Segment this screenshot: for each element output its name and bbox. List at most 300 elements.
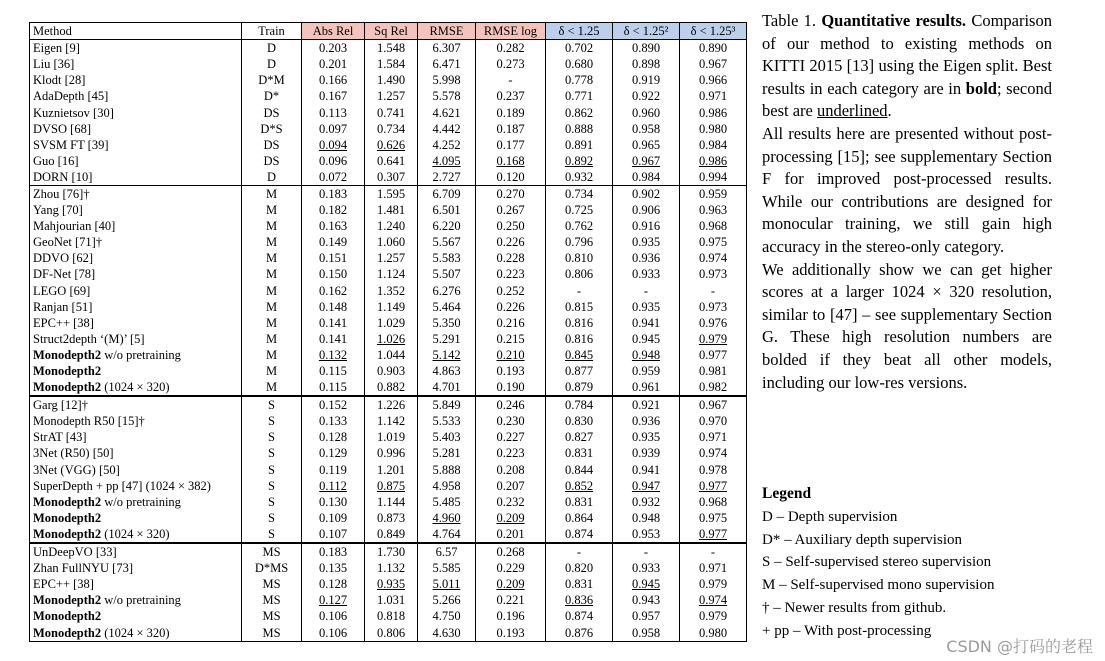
cell-delta-1: 0.820 [546, 560, 613, 576]
cell-delta-1: 0.830 [546, 413, 613, 429]
table-row [30, 510, 747, 526]
cell-rmse-log: 0.226 [476, 299, 546, 315]
cell-delta-3: 0.967 [680, 396, 747, 413]
cell-rmse-log: 0.189 [476, 104, 546, 120]
cell-method [30, 510, 242, 526]
cell-sq-rel: 0.875 [365, 478, 418, 494]
cell-delta-1: - [546, 543, 613, 560]
cell-method: Ranjan [51] [30, 299, 242, 315]
cell-abs-rel: 0.183 [302, 543, 365, 560]
cell-train: M [242, 379, 302, 396]
table-row [30, 445, 747, 461]
cell-abs-rel: 0.141 [302, 331, 365, 347]
cell-rmse: 5.403 [418, 429, 476, 445]
cell-delta-2: 0.932 [613, 494, 680, 510]
cell-delta-2: 0.943 [613, 592, 680, 608]
cell-rmse: 5.567 [418, 234, 476, 250]
cell-method: Monodepth R50 [15]† [30, 413, 242, 429]
cell-method [30, 363, 242, 379]
table-row [30, 169, 747, 186]
cell-delta-1: 0.874 [546, 526, 613, 543]
cell-delta-1: 0.891 [546, 137, 613, 153]
cell-train: S [242, 462, 302, 478]
cell-train: MS [242, 543, 302, 560]
table-row [30, 218, 747, 234]
cell-method [30, 624, 242, 641]
cell-delta-3: 0.971 [680, 429, 747, 445]
cell-sq-rel: 0.849 [365, 526, 418, 543]
cell-delta-2: 0.890 [613, 40, 680, 57]
cell-delta-2: 0.936 [613, 250, 680, 266]
header-rmse: RMSE [418, 23, 476, 40]
legend-item: D* – Auxiliary depth supervision [762, 531, 962, 548]
cell-train: M [242, 363, 302, 379]
cell-train: M [242, 185, 302, 202]
cell-rmse-log: 0.223 [476, 266, 546, 282]
method-suffix: (1024 × 320) [101, 380, 170, 395]
cell-rmse: 5.011 [418, 576, 476, 592]
cell-delta-1: 0.831 [546, 494, 613, 510]
cell-train: M [242, 331, 302, 347]
cell-method: 3Net (R50) [50] [30, 445, 242, 461]
cell-rmse-log: 0.209 [476, 576, 546, 592]
cell-rmse-log: - [476, 72, 546, 88]
table-row [30, 121, 747, 137]
cell-delta-3: 0.890 [680, 40, 747, 57]
cell-method: LEGO [69] [30, 283, 242, 299]
cell-abs-rel: 0.149 [302, 234, 365, 250]
cell-sq-rel: 1.240 [365, 218, 418, 234]
cell-delta-1: 0.816 [546, 315, 613, 331]
cell-delta-3: 0.976 [680, 315, 747, 331]
cell-abs-rel: 0.127 [302, 592, 365, 608]
cell-rmse-log: 0.246 [476, 396, 546, 413]
cell-train: M [242, 218, 302, 234]
table-row [30, 624, 747, 641]
cell-delta-1: 0.771 [546, 88, 613, 104]
table-row [30, 250, 747, 266]
cell-delta-3: 0.979 [680, 608, 747, 624]
cell-rmse-log: 0.268 [476, 543, 546, 560]
cell-abs-rel: 0.151 [302, 250, 365, 266]
cell-rmse-log: 0.232 [476, 494, 546, 510]
cell-delta-2: - [613, 283, 680, 299]
cell-method: SuperDepth + pp [47] (1024 × 382) [30, 478, 242, 494]
cell-rmse: 5.533 [418, 413, 476, 429]
cell-delta-2: 0.921 [613, 396, 680, 413]
header-delta-2: δ < 1.25² [613, 23, 680, 40]
cell-delta-2: 0.959 [613, 363, 680, 379]
cell-abs-rel: 0.106 [302, 624, 365, 641]
cell-sq-rel: 1.257 [365, 88, 418, 104]
method-suffix: (1024 × 320) [101, 526, 170, 541]
cell-delta-3: 0.967 [680, 56, 747, 72]
method-name: Monodepth2 [33, 593, 102, 608]
legend-item: S – Self-supervised stereo supervision [762, 554, 992, 571]
table-row [30, 413, 747, 429]
cell-sq-rel: 1.019 [365, 429, 418, 445]
cell-delta-1: 0.888 [546, 121, 613, 137]
table-row [30, 494, 747, 510]
results-table [29, 22, 747, 642]
cell-method: Zhan FullNYU [73] [30, 560, 242, 576]
cell-method: Klodt [28] [30, 72, 242, 88]
cell-delta-2: 0.948 [613, 347, 680, 363]
cell-rmse-log: 0.223 [476, 445, 546, 461]
cell-delta-3: 0.980 [680, 121, 747, 137]
cell-sq-rel: 1.029 [365, 315, 418, 331]
cell-delta-3: 0.973 [680, 299, 747, 315]
cell-sq-rel: 0.996 [365, 445, 418, 461]
caption-text: Comparison of our method to existing methods on KITTI 2015 [13] using the Eigen split. Best results in each category are in [762, 11, 1052, 98]
cell-delta-2: 0.945 [613, 331, 680, 347]
cell-delta-1: 0.816 [546, 331, 613, 347]
cell-sq-rel: 0.873 [365, 510, 418, 526]
cell-delta-3: 0.974 [680, 445, 747, 461]
cell-delta-2: 0.941 [613, 315, 680, 331]
table-row [30, 137, 747, 153]
caption-paragraph-1 [762, 10, 1052, 123]
cell-method: Garg [12]† [30, 396, 242, 413]
cell-delta-3: 0.994 [680, 169, 747, 186]
cell-method: SVSM FT [39] [30, 137, 242, 153]
cell-rmse-log: 0.228 [476, 250, 546, 266]
cell-abs-rel: 0.115 [302, 379, 365, 396]
cell-method: Yang [70] [30, 202, 242, 218]
cell-rmse: 5.888 [418, 462, 476, 478]
table-row [30, 526, 747, 543]
header-sq-rel: Sq Rel [365, 23, 418, 40]
cell-rmse: 5.507 [418, 266, 476, 282]
cell-train: MS [242, 624, 302, 641]
cell-delta-1: 0.831 [546, 445, 613, 461]
caption-text: ; second best are [762, 78, 1052, 121]
table-row [30, 202, 747, 218]
cell-delta-2: 0.935 [613, 429, 680, 445]
cell-delta-2: 0.960 [613, 104, 680, 120]
cell-train: M [242, 202, 302, 218]
legend [762, 483, 1062, 643]
cell-delta-1: 0.734 [546, 185, 613, 202]
cell-delta-1: 0.815 [546, 299, 613, 315]
table-header-row [30, 23, 747, 40]
cell-train: S [242, 510, 302, 526]
cell-train: D [242, 169, 302, 186]
cell-delta-1: 0.877 [546, 363, 613, 379]
cell-delta-1: 0.778 [546, 72, 613, 88]
cell-delta-3: 0.975 [680, 510, 747, 526]
cell-rmse-log: 0.229 [476, 560, 546, 576]
cell-rmse: 5.485 [418, 494, 476, 510]
table-row [30, 396, 747, 413]
cell-sq-rel: 1.584 [365, 56, 418, 72]
cell-train: MS [242, 576, 302, 592]
table-row [30, 560, 747, 576]
cell-delta-3: 0.968 [680, 218, 747, 234]
legend-item: + pp – With post-processing [762, 622, 932, 639]
cell-delta-2: 0.906 [613, 202, 680, 218]
cell-rmse: 5.350 [418, 315, 476, 331]
cell-sq-rel: 0.903 [365, 363, 418, 379]
cell-delta-1: - [546, 283, 613, 299]
cell-method [30, 379, 242, 396]
caption-label: Table 1. [762, 11, 822, 30]
cell-train: S [242, 494, 302, 510]
cell-rmse: 5.464 [418, 299, 476, 315]
cell-method: Liu [36] [30, 56, 242, 72]
cell-rmse: 4.960 [418, 510, 476, 526]
table-row [30, 104, 747, 120]
cell-method [30, 608, 242, 624]
cell-rmse-log: 0.210 [476, 347, 546, 363]
cell-delta-1: 0.810 [546, 250, 613, 266]
cell-abs-rel: 0.167 [302, 88, 365, 104]
cell-sq-rel: 0.641 [365, 153, 418, 169]
cell-method: GeoNet [71]† [30, 234, 242, 250]
cell-abs-rel: 0.183 [302, 185, 365, 202]
watermark: CSDN @打码的老程 [946, 637, 1093, 656]
cell-method: DF-Net [78] [30, 266, 242, 282]
legend-title: Legend [762, 485, 812, 502]
cell-delta-1: 0.844 [546, 462, 613, 478]
cell-rmse-log: 0.270 [476, 185, 546, 202]
cell-train: S [242, 413, 302, 429]
cell-delta-1: 0.852 [546, 478, 613, 494]
cell-delta-1: 0.827 [546, 429, 613, 445]
cell-delta-2: 0.945 [613, 576, 680, 592]
cell-rmse: 6.501 [418, 202, 476, 218]
cell-rmse-log: 0.252 [476, 283, 546, 299]
cell-delta-1: 0.932 [546, 169, 613, 186]
cell-rmse: 5.998 [418, 72, 476, 88]
legend-item: D – Depth supervision [762, 508, 898, 525]
cell-rmse: 5.281 [418, 445, 476, 461]
cell-train: MS [242, 608, 302, 624]
cell-sq-rel: 1.142 [365, 413, 418, 429]
table-row [30, 576, 747, 592]
cell-delta-1: 0.725 [546, 202, 613, 218]
cell-rmse-log: 0.193 [476, 624, 546, 641]
cell-abs-rel: 0.162 [302, 283, 365, 299]
cell-sq-rel: 1.060 [365, 234, 418, 250]
cell-rmse-log: 0.282 [476, 40, 546, 57]
method-suffix: w/o pretraining [101, 593, 181, 608]
cell-delta-3: 0.979 [680, 576, 747, 592]
cell-sq-rel: 1.031 [365, 592, 418, 608]
cell-train: D*S [242, 121, 302, 137]
cell-rmse-log: 0.193 [476, 363, 546, 379]
cell-method: Mahjourian [40] [30, 218, 242, 234]
table-row [30, 153, 747, 169]
cell-method: StrAT [43] [30, 429, 242, 445]
cell-rmse-log: 0.196 [476, 608, 546, 624]
cell-delta-3: 0.986 [680, 153, 747, 169]
cell-sq-rel: 0.626 [365, 137, 418, 153]
cell-abs-rel: 0.129 [302, 445, 365, 461]
cell-delta-2: 0.933 [613, 560, 680, 576]
cell-delta-2: 0.935 [613, 234, 680, 250]
cell-delta-3: 0.974 [680, 250, 747, 266]
caption-underlined-word: underlined [816, 101, 888, 121]
cell-abs-rel: 0.094 [302, 137, 365, 153]
cell-method: Zhou [76]† [30, 185, 242, 202]
cell-rmse: 4.095 [418, 153, 476, 169]
cell-method: Kuznietsov [30] [30, 104, 242, 120]
table-row [30, 283, 747, 299]
cell-delta-3: 0.968 [680, 494, 747, 510]
cell-method: Struct2depth ‘(M)’ [5] [30, 331, 242, 347]
cell-abs-rel: 0.113 [302, 104, 365, 120]
cell-rmse: 6.57 [418, 543, 476, 560]
cell-delta-2: 0.984 [613, 169, 680, 186]
cell-delta-3: 0.977 [680, 478, 747, 494]
cell-rmse-log: 0.120 [476, 169, 546, 186]
cell-method [30, 592, 242, 608]
cell-method: EPC++ [38] [30, 315, 242, 331]
method-suffix: w/o pretraining [101, 494, 181, 509]
cell-delta-3: - [680, 543, 747, 560]
table-row [30, 429, 747, 445]
cell-rmse: 6.471 [418, 56, 476, 72]
cell-sq-rel: 1.124 [365, 266, 418, 282]
cell-delta-2: 0.961 [613, 379, 680, 396]
cell-delta-1: 0.702 [546, 40, 613, 57]
table-row [30, 478, 747, 494]
table-row [30, 40, 747, 57]
method-name: Monodepth2 [33, 347, 102, 362]
cell-delta-1: 0.796 [546, 234, 613, 250]
cell-rmse: 5.583 [418, 250, 476, 266]
cell-rmse: 4.750 [418, 608, 476, 624]
cell-rmse: 4.621 [418, 104, 476, 120]
cell-delta-3: 0.973 [680, 266, 747, 282]
cell-method: Guo [16] [30, 153, 242, 169]
cell-abs-rel: 0.130 [302, 494, 365, 510]
table-row [30, 299, 747, 315]
cell-delta-2: 0.936 [613, 413, 680, 429]
cell-sq-rel: 0.307 [365, 169, 418, 186]
cell-rmse-log: 0.207 [476, 478, 546, 494]
cell-train: M [242, 347, 302, 363]
cell-rmse: 6.307 [418, 40, 476, 57]
cell-abs-rel: 0.107 [302, 526, 365, 543]
table-row [30, 363, 747, 379]
cell-abs-rel: 0.132 [302, 347, 365, 363]
cell-sq-rel: 1.149 [365, 299, 418, 315]
cell-sq-rel: 1.548 [365, 40, 418, 57]
cell-delta-3: - [680, 283, 747, 299]
cell-abs-rel: 0.166 [302, 72, 365, 88]
cell-delta-1: 0.862 [546, 104, 613, 120]
cell-rmse-log: 0.227 [476, 429, 546, 445]
cell-abs-rel: 0.128 [302, 576, 365, 592]
cell-sq-rel: 0.741 [365, 104, 418, 120]
cell-rmse: 4.863 [418, 363, 476, 379]
cell-rmse: 5.291 [418, 331, 476, 347]
cell-rmse: 6.220 [418, 218, 476, 234]
cell-abs-rel: 0.150 [302, 266, 365, 282]
cell-abs-rel: 0.115 [302, 363, 365, 379]
cell-delta-3: 0.963 [680, 202, 747, 218]
cell-delta-3: 0.977 [680, 526, 747, 543]
cell-rmse: 4.252 [418, 137, 476, 153]
cell-train: M [242, 315, 302, 331]
cell-rmse: 4.442 [418, 121, 476, 137]
cell-sq-rel: 1.044 [365, 347, 418, 363]
cell-train: MS [242, 592, 302, 608]
cell-sq-rel: 1.595 [365, 185, 418, 202]
cell-delta-2: 0.953 [613, 526, 680, 543]
method-name: Monodepth2 [33, 510, 102, 525]
cell-delta-2: 0.916 [613, 218, 680, 234]
cell-delta-2: 0.919 [613, 72, 680, 88]
table-row [30, 543, 747, 560]
cell-sq-rel: 1.201 [365, 462, 418, 478]
cell-delta-2: 0.957 [613, 608, 680, 624]
cell-rmse-log: 0.237 [476, 88, 546, 104]
cell-delta-2: 0.933 [613, 266, 680, 282]
cell-train: D [242, 56, 302, 72]
cell-delta-2: 0.941 [613, 462, 680, 478]
cell-rmse: 5.849 [418, 396, 476, 413]
cell-delta-2: 0.967 [613, 153, 680, 169]
cell-delta-3: 0.959 [680, 185, 747, 202]
cell-delta-1: 0.762 [546, 218, 613, 234]
cell-delta-1: 0.680 [546, 56, 613, 72]
cell-rmse: 4.630 [418, 624, 476, 641]
cell-delta-1: 0.879 [546, 379, 613, 396]
cell-abs-rel: 0.135 [302, 560, 365, 576]
cell-delta-2: - [613, 543, 680, 560]
cell-method [30, 494, 242, 510]
cell-delta-2: 0.902 [613, 185, 680, 202]
cell-method: EPC++ [38] [30, 576, 242, 592]
cell-train: M [242, 250, 302, 266]
header-delta-3: δ < 1.25³ [680, 23, 747, 40]
header-method: Method [30, 23, 242, 40]
cell-abs-rel: 0.106 [302, 608, 365, 624]
cell-abs-rel: 0.072 [302, 169, 365, 186]
cell-abs-rel: 0.152 [302, 396, 365, 413]
cell-delta-1: 0.845 [546, 347, 613, 363]
cell-delta-3: 0.974 [680, 592, 747, 608]
table-row [30, 72, 747, 88]
cell-delta-3: 0.986 [680, 104, 747, 120]
cell-rmse-log: 0.177 [476, 137, 546, 153]
table-row [30, 592, 747, 608]
cell-delta-1: 0.806 [546, 266, 613, 282]
cell-delta-2: 0.935 [613, 299, 680, 315]
cell-abs-rel: 0.163 [302, 218, 365, 234]
cell-sq-rel: 1.352 [365, 283, 418, 299]
cell-delta-3: 0.971 [680, 88, 747, 104]
table-caption [762, 10, 1052, 394]
cell-delta-2: 0.948 [613, 510, 680, 526]
cell-sq-rel: 1.026 [365, 331, 418, 347]
cell-train: D*M [242, 72, 302, 88]
header-abs-rel: Abs Rel [302, 23, 365, 40]
cell-train: S [242, 445, 302, 461]
cell-sq-rel: 1.132 [365, 560, 418, 576]
cell-train: M [242, 299, 302, 315]
cell-abs-rel: 0.109 [302, 510, 365, 526]
cell-train: M [242, 283, 302, 299]
cell-delta-3: 0.971 [680, 560, 747, 576]
cell-abs-rel: 0.128 [302, 429, 365, 445]
legend-item: M – Self-supervised mono supervision [762, 577, 995, 594]
cell-rmse: 2.727 [418, 169, 476, 186]
cell-delta-3: 0.979 [680, 331, 747, 347]
